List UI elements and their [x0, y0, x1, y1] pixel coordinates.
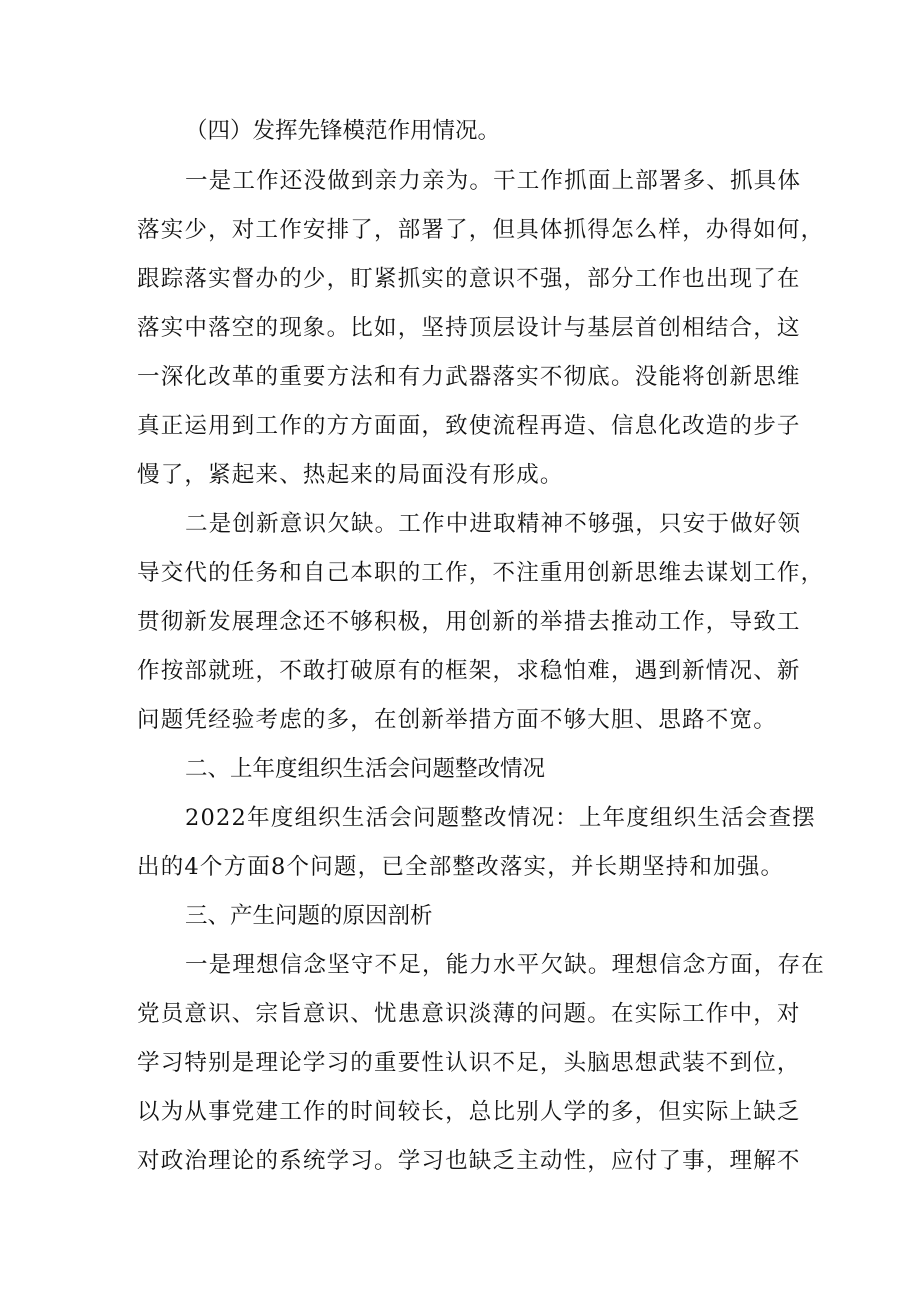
subsection-heading: （四）发挥先锋模范作用情况。	[185, 118, 501, 144]
paragraph-line: 落实少，对工作安排了，部署了，但具体抓得怎么样，办得如何，	[137, 217, 825, 243]
paragraph-line: 慢了，紧起来、热起来的局面没有形成。	[137, 462, 564, 488]
paragraph-line: 学习特别是理论学习的重要性认识不足，头脑思想武装不到位，	[137, 1050, 801, 1076]
paragraph-line: 二是创新意识欠缺。工作中进取精神不够强，只安于做好领	[185, 511, 802, 537]
paragraph-line: 导交代的任务和自己本职的工作，不注重用创新思维去谋划工作，	[137, 560, 825, 586]
paragraph-line: 出的4个方面8个问题，已全部整改落实，并长期坚持和加强。	[137, 854, 785, 880]
paragraph-line: 贯彻新发展理念还不够积极，用创新的举措去推动工作，导致工	[137, 609, 801, 635]
paragraph-line: 一深化改革的重要方法和有力武器落实不彻底。没能将创新思维	[137, 364, 801, 390]
paragraph-line: 党员意识、宗旨意识、忧患意识淡薄的问题。在实际工作中，对	[137, 1001, 801, 1027]
paragraph-line: 一是理想信念坚守不足，能力水平欠缺。理想信念方面，存在	[185, 952, 825, 978]
section-heading: 二、上年度组织生活会问题整改情况	[185, 756, 546, 782]
paragraph-line: 作按部就班，不敢打破原有的框架，求稳怕难，遇到新情况、新	[137, 658, 801, 684]
paragraph-line: 问题凭经验考虑的多，在创新举措方面不够大胆、思路不宽。	[137, 707, 777, 733]
paragraph-line: 2022年度组织生活会问题整改情况：上年度组织生活会查摆	[185, 805, 816, 831]
section-heading: 三、产生问题的原因剖析	[185, 903, 433, 929]
paragraph-line: 以为从事党建工作的时间较长，总比别人学的多，但实际上缺乏	[137, 1099, 801, 1125]
paragraph-line: 真正运用到工作的方方面面，致使流程再造、信息化改造的步子	[137, 413, 801, 439]
paragraph-line: 落实中落空的现象。比如，坚持顶层设计与基层首创相结合，这	[137, 315, 801, 341]
paragraph-line: 一是工作还没做到亲力亲为。干工作抓面上部署多、抓具体	[185, 168, 802, 194]
paragraph-line: 跟踪落实督办的少，盯紧抓实的意识不强，部分工作也出现了在	[137, 266, 801, 292]
paragraph-line: 对政治理论的系统学习。学习也缺乏主动性，应付了事，理解不	[137, 1148, 801, 1174]
